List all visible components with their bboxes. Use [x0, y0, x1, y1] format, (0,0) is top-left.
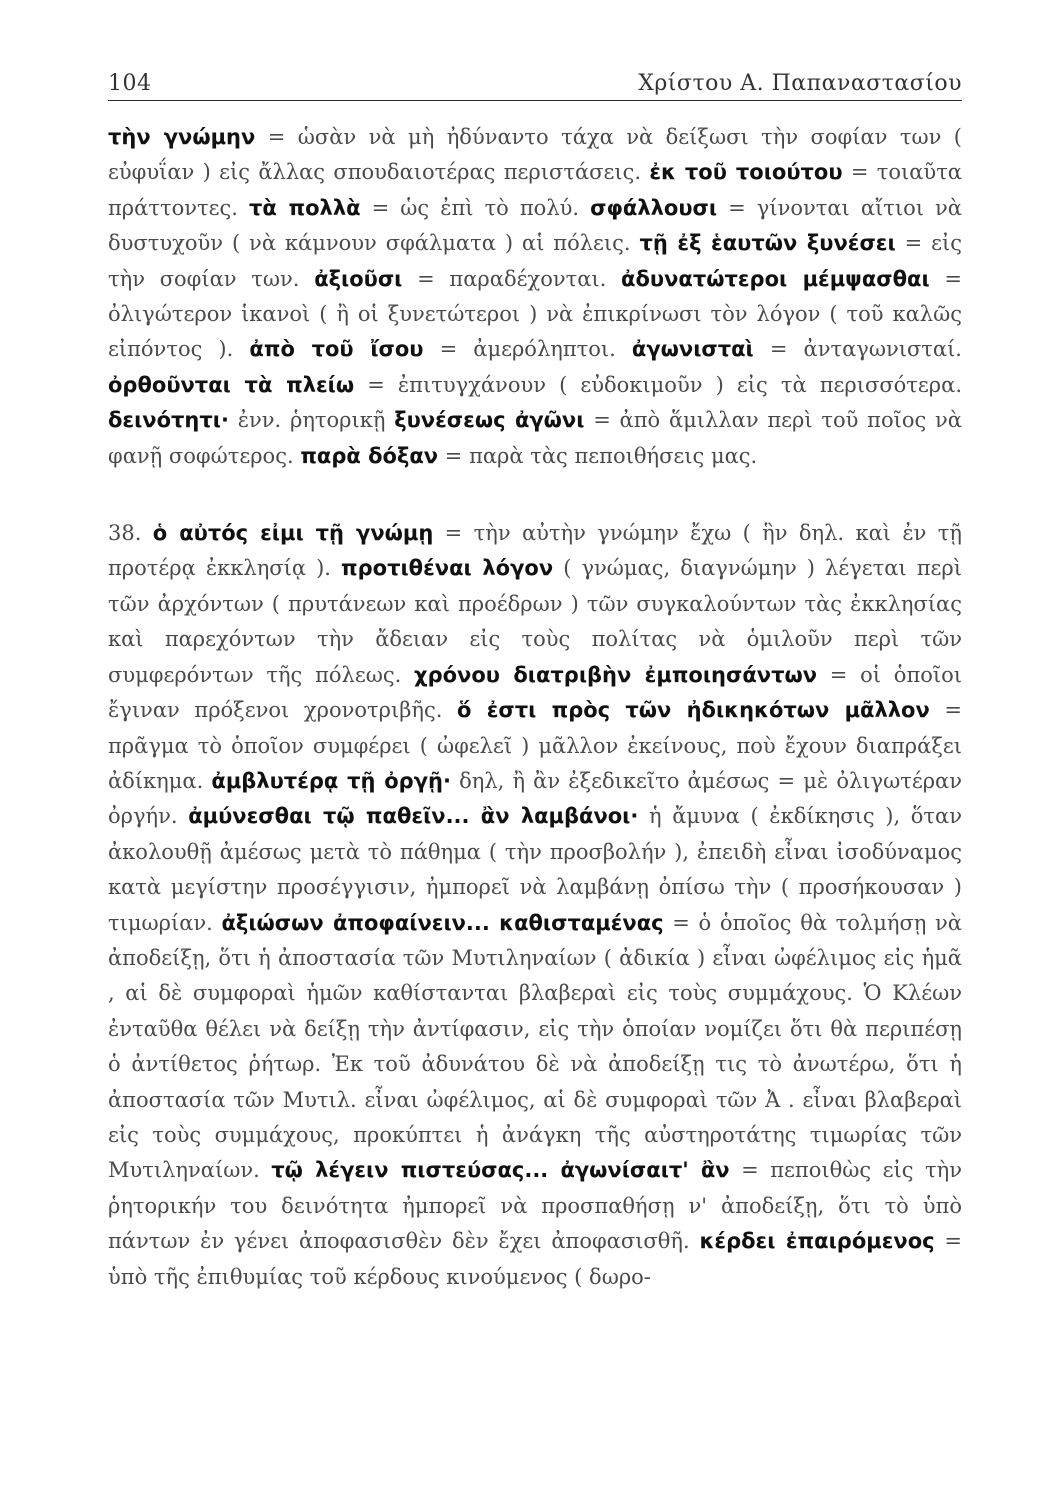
running-title: Χρίστου Α. Παπαναστασίου [638, 71, 962, 96]
gloss-text: = ἀπὸ ἅμιλλαν περὶ τοῦ ποῖος νὰ φανῇ σοφώτερος. [108, 408, 962, 468]
gloss-text: = τοιαῦτα πράττοντες. [108, 160, 962, 220]
lemma-term: ξυνέσεως ἀγῶνι [394, 408, 585, 433]
gloss-text: = ἐπιτυγχάνουν ( εὐδοκιμοῦν ) εἰς τὰ περισσότερα. [354, 372, 962, 397]
running-header [108, 62, 962, 96]
commentary-text [108, 120, 962, 1295]
gloss-text: = τὴν αὐτὴν γνώμην ἔχω ( ἣν δηλ. καὶ ἐν τῇ προτέρᾳ ἐκκλησίᾳ ). [108, 521, 962, 581]
lemma-term: ἀγωνισταὶ [631, 337, 754, 362]
lemma-term: ἀμβλυτέρᾳ τῇ ὀργῇ· [211, 768, 451, 793]
gloss-text: ἐνν. ῥητορικῇ [228, 408, 395, 433]
gloss-text: = ὁ ὁποῖος θὰ τολμήσῃ νὰ ἀποδείξῃ, ὅτι ἡ ἀποστασία τῶν Μυτιληναίων ( ἀδικία ) εἶναι ὠφέλιμος εἰς ἡμᾶ , αἱ δὲ συμφοραὶ ἡμῶν καθίστανται βλαβεραὶ εἰς τοὺς συμμάχους. Ὁ Κλέων ἐνταῦθα θέλει νὰ δείξῃ τὴν ἀντίφασιν, εἰς τὴν ὁποίαν νομίζει ὅτι θὰ περιπέσῃ ὁ ἀντίθετος ῥήτωρ. Ἐκ τοῦ ἀδυνάτου δὲ νὰ ἀποδείξῃ τις τὸ ἀνωτέρω, ὅτι ἡ ἀποστασία τῶν Μυτιλ. εἶναι ὠφέλιμος, αἱ δὲ συμφοραὶ τῶν Ἀ . εἶναι βλαβεραὶ εἰς τοὺς συμμάχους, προκύπτει ἡ ἀνάγκη τῆς αὐστηροτάτης τιμωρίας τῶν Μυτιληναίων. [108, 910, 962, 1183]
lemma-term: σφάλλουσι [590, 195, 718, 220]
lemma-term: ἀπὸ τοῦ ἴσου [249, 337, 424, 362]
gloss-text: δηλ, ἢ ἂν ἐξεδικεῖτο ἀμέσως = μὲ ὀλιγωτέραν ὀργήν. [108, 768, 962, 829]
gloss-text: = παραδέχονται. [402, 266, 622, 291]
lemma-term: παρὰ δόξαν [300, 443, 439, 468]
lemma-term: ἀμύνεσθαι τῷ παθεῖν... ἂν λαμβάνοι· [188, 804, 639, 829]
lemma-term: χρόνου διατριβὴν ἐμποιησάντων [414, 662, 818, 687]
lemma-term: ὁ αὐτός εἰμι τῇ γνώμῃ [152, 521, 434, 546]
gloss-text: = γίνονται αἴτιοι νὰ δυστυχοῦν ( νὰ κάμνουν σφάλματα ) αἱ πόλεις. [108, 195, 962, 256]
gloss-text: = ὑπὸ τῆς ἐπιθυμίας τοῦ κέρδους κινούμενος ( δωρο- [108, 1229, 962, 1289]
gloss-text: = οἱ ὁποῖοι ἔγιναν πρόξενοι χρονοτριβῆς. [108, 662, 962, 723]
gloss-text: = ἀνταγωνισταί. [753, 337, 962, 362]
gloss-text: = παρὰ τὰς πεποιθήσεις μας. [438, 443, 758, 468]
lemma-term: τὴν γνώμην [108, 125, 256, 149]
gloss-text: = ὀλιγώτερον ἱκανοὶ ( ἢ οἱ ξυνετώτεροι ) νὰ ἐπικρίνωσι τὸν λόγον ( τοῦ καλῶς εἰπόντος ). [108, 266, 962, 362]
commentary-paragraph-notes [108, 120, 962, 474]
gloss-text: = ὡς ἐπὶ τὸ πολύ. [360, 195, 591, 220]
lemma-term: τὰ πολλὰ [248, 195, 361, 220]
lemma-term: ἐκ τοῦ τοιούτου [649, 160, 843, 185]
gloss-text: 38. [108, 521, 153, 546]
gloss-text: = ἀμερόληπτοι. [423, 337, 632, 362]
gloss-text: = εἰς τὴν σοφίαν των. [108, 231, 962, 291]
lemma-term: προτιθέναι λόγον [341, 556, 554, 581]
gloss-text: = πεποιθὼς εἰς τὴν ῥητορικήν του δεινότητα ἠμπορεῖ νὰ προσπαθήσῃ ν' ἀποδείξῃ, ὅτι τὸ ὑπὸ πάντων ἐν γένει ἀποφασισθὲν δὲν ἔχει ἀποφασισθῆ. [108, 1158, 962, 1254]
gloss-text: = πρᾶγμα τὸ ὁποῖον συμφέρει ( ὠφελεῖ ) μᾶλλον ἐκείνους, ποὺ ἔχουν διαπράξει ἀδίκημα. [108, 698, 963, 793]
gloss-text: ἡ ἄμυνα ( ἐκδίκησις ), ὅταν ἀκολουθῇ ἀμέσως μετὰ τὸ πάθημα ( τὴν προσβολήν ), ἐπειδὴ εἶναι ἰσοδύναμος κατὰ μεγίστην προσέγγισιν, ἠμπορεῖ νὰ λαμβάνῃ ὀπίσω τὴν ( προσήκουσαν ) τιμωρίαν. [108, 804, 962, 935]
lemma-term: δεινότητι· [108, 408, 229, 433]
commentary-paragraph-38 [108, 516, 962, 1295]
lemma-term: ἀξιοῦσι [314, 266, 403, 291]
lemma-term: τῷ λέγειν πιστεύσας... ἀγωνίσαιτ' ἂν [271, 1158, 730, 1183]
lemma-term: ἀδυνατώτεροι μέμψασθαι [621, 266, 930, 291]
page-number: 104 [108, 71, 152, 96]
lemma-term: τῇ ἐξ ἑαυτῶν ξυνέσει [639, 231, 896, 256]
lemma-term: κέρδει ἐπαιρόμενος [699, 1229, 935, 1254]
lemma-term: ὅ ἐστι πρὸς τῶν ἠδικηκότων μᾶλλον [457, 698, 930, 723]
header-rule [108, 100, 962, 101]
gloss-text: ( γνώμας, διαγνώμην ) λέγεται περὶ τῶν ἀρχόντων ( πρυτάνεων καὶ προέδρων ) τῶν συγκαλούντων τὰς ἐκκλησίας καὶ παρεχόντων τὴν ἄδειαν εἰς τοὺς πολίτας νὰ ὁμιλοῦν περὶ τῶν συμφερόντων τῆς πόλεως. [108, 556, 962, 687]
paragraph-gap [108, 474, 962, 516]
gloss-text: = ὡσὰν νὰ μὴ ἠδύναντο τάχα νὰ δείξωσι τὴν σοφίαν των ( εὐφυΐαν ) εἰς ἄλλας σπουδαιοτέρας περιστάσεις. [108, 125, 962, 185]
lemma-term: ὀρθοῦνται τὰ πλείω [108, 372, 355, 397]
lemma-term: ἀξιώσων ἀποφαίνειν... καθισταμένας [221, 910, 664, 935]
